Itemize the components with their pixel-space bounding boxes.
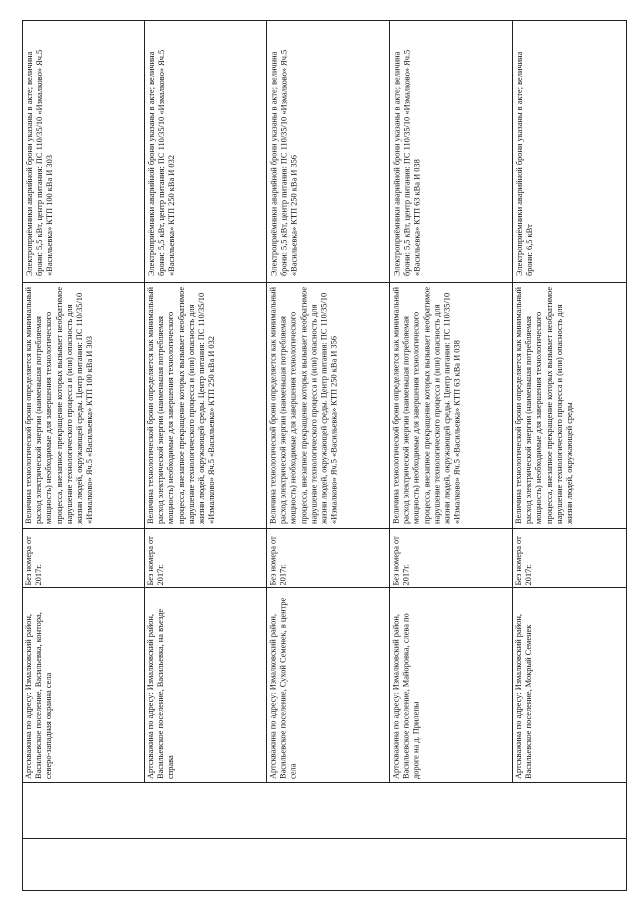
table-row-5-location	[512, 587, 626, 782]
table-row-5-note	[512, 20, 626, 282]
row-4-doc-text: Без номера от 2017г.	[391, 535, 411, 585]
table-row-3-note	[266, 20, 389, 282]
table-row-1-location	[22, 587, 144, 782]
row-3-doc-text: Без номера от 2017г.	[268, 535, 288, 585]
table-row-4-note	[389, 20, 512, 282]
table-row-4-description	[389, 282, 512, 528]
table-row-5-doc	[512, 528, 626, 587]
row-1-description-text: Величина технологической брони определяется как минимальный расход электрической энергии (наименьшая потребляемая мощность) необходимые для завершения технологического процесса, внезапное прекращение которых вызывает необратимое нарушение технологического процесса и (или) опасность для жизни людей, окружающей среды. Центр питания: ПС 110/35/10 «Измалково» Яч.5 «Васильевка» КТП 100 кВа И 303	[24, 286, 95, 524]
row-5-location-text: Артскважина по адресу: Измалковский район, Васильевское поселение, Мокрый Семенек	[514, 613, 534, 779]
row-5-description-text: Величина технологической брони определяется как минимальный расход электрической энергии (наименьшая потребляемая мощность) необходимые для завершения технологического процесса, внезапное прекращение которых вызывает необратимое нарушение технологического процесса и (или) опасность для жизни людей, окружающей среды	[514, 286, 575, 524]
row-1-note-text: Электроприёмники аварийной брони указаны в акте; величина брони: 5,5 кВт, центр питания: ПС 110/35/10 «Измалково» Яч.5 «Васильевка» КТП 100 кВа И 303	[25, 49, 55, 276]
table-row-3-description	[266, 282, 389, 528]
row-5-note-text: Электроприёмники аварийной брони указаны в акте; величина брони: 6,5 кВт	[515, 51, 535, 276]
row-4-location-text: Артскважина по адресу: Измалковский район, Васильевское поселение, Майоровка, слева по дороге на д. Прилепы	[391, 612, 421, 779]
table-row-4-doc	[389, 528, 512, 587]
table-row-2-doc	[144, 528, 266, 587]
table-right-border	[626, 20, 627, 891]
row-2-location-text: Артскважина по адресу: Измалковский район, Васильевское поселение, Васильевка, на въезде справа	[146, 608, 176, 779]
row-2-note-text: Электроприёмники аварийной брони указаны в акте; величина брони: 5,5 кВт, центр питания: ПС 110/35/10 «Измалково» Яч.5 «Васильевка» КТП 250 кВа И 032	[147, 49, 177, 276]
table-row-1-note	[22, 20, 144, 282]
table-row-5-description	[512, 282, 626, 528]
table-row-3-location	[266, 587, 389, 782]
table-line-1	[22, 782, 626, 783]
table-row-1-description	[22, 282, 144, 528]
table-bottom-line	[22, 890, 626, 891]
row-4-description-text: Величина технологической брони определяется как минимальный расход электрической энергии (наименьшая потребляемая мощность) необходимые для завершения технологического процесса, внезапное прекращение которых вызывает необратимое нарушение технологического процесса и (или) опасность для жизни людей, окружающей среды. Центр питания: ПС 110/35/10 «Измалково» Яч.5 «Васильевка» КТП 63 кВа И 038	[391, 286, 462, 524]
table-row-4-location	[389, 587, 512, 782]
row-1-location-text: Артскважина по адресу: Измалковский район, Васильевское поселение, Васильевка, контора, северо-западная окраина села	[24, 611, 54, 779]
table-row-1-doc	[22, 528, 144, 587]
table-row-2-note	[144, 20, 266, 282]
row-3-note-text: Электроприёмники аварийной брони указаны в акте; величина брони: 5,5 кВт, центр питания: ПС 110/35/10 «Измалково» Яч.5 «Васильевка» КТП 250 кВа И 356	[269, 49, 299, 276]
table-row-2-location	[144, 587, 266, 782]
row-4-note-text: Электроприёмники аварийной брони указаны в акте; величина брони: 5,5 кВт, центр питания: ПС 110/35/10 «Измалково» Яч.5 «Васильевка» КТП 63 кВа И 038	[392, 49, 422, 276]
row-2-description-text: Величина технологической брони определяется как минимальный расход электрической энергии (наименьшая потребляемая мощность) необходимые для завершения технологического процесса, внезапное прекращение которых вызывает необратимое нарушение технологического процесса и (или) опасность для жизни людей, окружающей среды. Центр питания: ПС 110/35/10 «Измалково» Яч.5 «Васильевка» КТП 250 кВа И 032	[146, 286, 217, 524]
row-5-doc-text: Без номера от 2017г.	[514, 535, 534, 585]
table-row-2-description	[144, 282, 266, 528]
row-3-location-text: Артскважина по адресу: Измалковский район, Васильевское поселение, Сухой Семенек, в центре села	[268, 597, 298, 779]
row-3-description-text: Величина технологической брони определяется как минимальный расход электрической энергии (наименьшая потребляемая мощность) необходимые для завершения технологического процесса, внезапное прекращение которых вызывает необратимое нарушение технологического процесса и (или) опасность для жизни людей, окружающей среды. Центр питания: ПС 110/35/10 «Измалково» Яч.5 «Васильевка» КТП 250 кВа И 356	[268, 286, 339, 524]
row-1-doc-text: Без номера от 2017г.	[24, 535, 44, 585]
row-2-doc-text: Без номера от 2017г.	[146, 535, 166, 585]
table-row-3-doc	[266, 528, 389, 587]
table-line-2	[22, 838, 626, 839]
